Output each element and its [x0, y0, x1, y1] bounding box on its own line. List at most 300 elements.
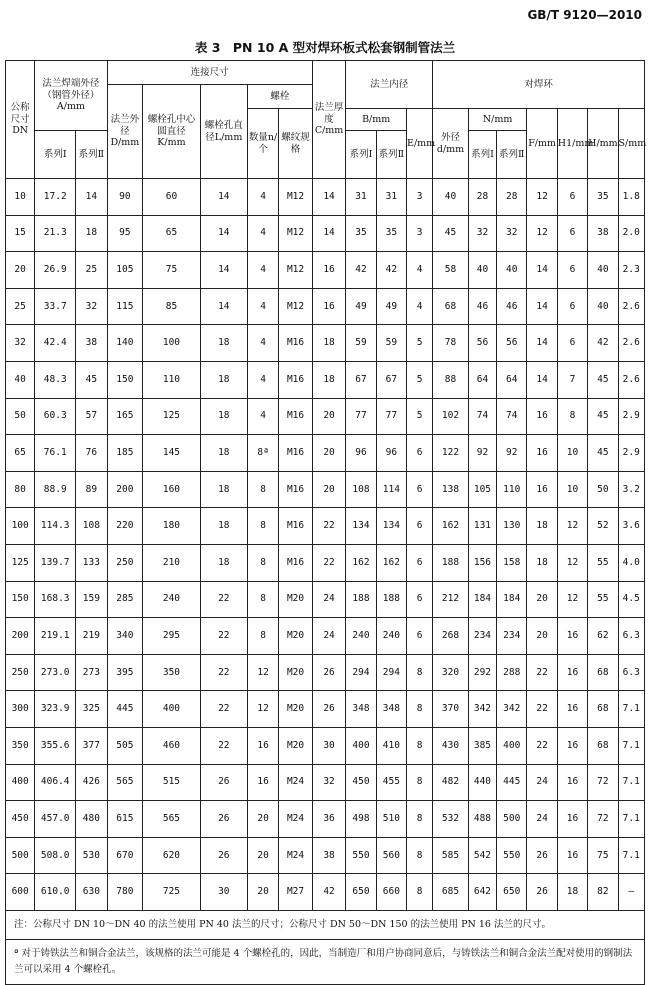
table-cell: 72 — [588, 801, 618, 838]
table-cell: 14 — [312, 179, 346, 216]
table-cell: 162 — [376, 544, 406, 581]
table-cell: 355.6 — [35, 727, 76, 764]
table-cell: 14 — [527, 325, 557, 362]
table-row — [6, 325, 645, 362]
table-cell: 530 — [76, 837, 107, 874]
table-cell: 77 — [346, 398, 376, 435]
table-cell: 210 — [143, 544, 201, 581]
table-cell: 26 — [200, 801, 247, 838]
table-row — [6, 288, 645, 325]
table-cell: 138 — [433, 471, 469, 508]
table-cell: 445 — [107, 691, 143, 728]
table-cell: 16 — [527, 471, 557, 508]
table-cell: 18 — [527, 544, 557, 581]
table-cell: 12 — [557, 544, 587, 581]
table-cell: 2.6 — [618, 361, 644, 398]
table-cell: 20 — [247, 874, 278, 911]
table-cell: 22 — [200, 654, 247, 691]
table-cell: 38 — [312, 837, 346, 874]
table-cell: 42 — [312, 874, 346, 911]
table-cell: 25 — [76, 252, 107, 289]
table-cell: 68 — [588, 654, 618, 691]
table-cell: M24 — [279, 801, 313, 838]
header-bolt-thread: 螺纹规格 — [279, 109, 313, 179]
table-cell: 65 — [143, 215, 201, 252]
table-cell: 56 — [468, 325, 496, 362]
table-cell: 32 — [497, 215, 527, 252]
table-cell: 45 — [588, 435, 618, 472]
table-cell: 40 — [497, 252, 527, 289]
table-cell: 40 — [6, 361, 35, 398]
table-cell: 200 — [6, 618, 35, 655]
table-cell: 6 — [557, 179, 587, 216]
table-cell: 16 — [557, 654, 587, 691]
table-cell: 58 — [433, 252, 469, 289]
table-cell: 550 — [497, 837, 527, 874]
table-cell: 7.1 — [618, 764, 644, 801]
table-cell: 340 — [107, 618, 143, 655]
table-cell: 5 — [407, 325, 433, 362]
table-cell: 125 — [143, 398, 201, 435]
table-cell: 115 — [107, 288, 143, 325]
table-cell: 75 — [143, 252, 201, 289]
table-cell: 565 — [107, 764, 143, 801]
table-cell: 158 — [497, 544, 527, 581]
table-cell: M27 — [279, 874, 313, 911]
table-cell: 22 — [312, 508, 346, 545]
table-cell: 400 — [143, 691, 201, 728]
table-cell: 42 — [346, 252, 376, 289]
table-cell: 6 — [557, 325, 587, 362]
table-cell: 18 — [76, 215, 107, 252]
table-cell: 26 — [200, 764, 247, 801]
table-cell: 100 — [6, 508, 35, 545]
table-cell: 168.3 — [35, 581, 76, 618]
table-cell: 685 — [433, 874, 469, 911]
table-cell: 59 — [376, 325, 406, 362]
table-cell: 26.9 — [35, 252, 76, 289]
table-cell: 234 — [497, 618, 527, 655]
table-row — [6, 581, 645, 618]
table-cell: 22 — [200, 691, 247, 728]
table-cell: 85 — [143, 288, 201, 325]
table-cell: 500 — [497, 801, 527, 838]
header-connection: 连接尺寸 — [107, 61, 312, 85]
table-cell: 3 — [407, 179, 433, 216]
table-row — [6, 179, 645, 216]
table-cell: 8 — [407, 837, 433, 874]
table-cell: 18 — [200, 471, 247, 508]
table-cell: 150 — [107, 361, 143, 398]
table-cell: 125 — [6, 544, 35, 581]
table-cell: 18 — [200, 398, 247, 435]
table-cell: 150 — [6, 581, 35, 618]
table-cell: 22 — [200, 727, 247, 764]
table-cell: 160 — [143, 471, 201, 508]
table-footnote: ª 对于铸铁法兰和铜合金法兰，该规格的法兰可能是 4 个螺栓孔的，因此，当制造厂和用户协商同意后，与铸铁法兰和铜合金法兰配对使用的钢制法兰可以采用 4 个螺栓孔。 — [6, 940, 645, 985]
table-cell: M16 — [279, 398, 313, 435]
table-cell: 14 — [200, 252, 247, 289]
table-cell: 60.3 — [35, 398, 76, 435]
table-cell: 4 — [247, 215, 278, 252]
table-cell: 162 — [346, 544, 376, 581]
table-cell: 165 — [107, 398, 143, 435]
table-cell: 268 — [433, 618, 469, 655]
table-row — [6, 544, 645, 581]
table-cell: 35 — [376, 215, 406, 252]
table-cell: 488 — [468, 801, 496, 838]
table-cell: 38 — [588, 215, 618, 252]
table-cell: 18 — [527, 508, 557, 545]
table-cell: 62 — [588, 618, 618, 655]
table-cell: 74 — [497, 398, 527, 435]
table-cell: 64 — [497, 361, 527, 398]
table-cell: 30 — [200, 874, 247, 911]
table-cell: 18 — [200, 544, 247, 581]
table-cell: 294 — [376, 654, 406, 691]
header-f: F/mm — [527, 109, 557, 179]
table-cell: 14 — [527, 252, 557, 289]
table-cell: 8 — [407, 727, 433, 764]
table-cell: 114.3 — [35, 508, 76, 545]
table-cell: 7.1 — [618, 691, 644, 728]
table-cell: 65 — [6, 435, 35, 472]
table-row — [6, 837, 645, 874]
header-bolt-hole: 螺栓孔直径L/mm — [200, 85, 247, 179]
table-cell: 35 — [588, 179, 618, 216]
table-cell: 6 — [557, 215, 587, 252]
table-cell: 8 — [407, 764, 433, 801]
table-cell: 72 — [588, 764, 618, 801]
table-cell: 515 — [143, 764, 201, 801]
table-cell: M20 — [279, 618, 313, 655]
table-cell: 7.1 — [618, 801, 644, 838]
table-cell: 24 — [527, 764, 557, 801]
table-row — [6, 618, 645, 655]
table-cell: 8 — [557, 398, 587, 435]
table-caption: 表 3 PN 10 A 型对焊环板式松套钢制管法兰 — [194, 40, 456, 55]
table-cell: 92 — [497, 435, 527, 472]
table-note: 注：公称尺寸 DN 10～DN 40 的法兰使用 PN 40 法兰的尺寸；公称尺寸 DN 50～DN 150 的法兰使用 PN 16 法兰的尺寸。 — [6, 910, 645, 939]
table-cell: 96 — [346, 435, 376, 472]
table-row — [6, 691, 645, 728]
table-cell: 650 — [346, 874, 376, 911]
table-cell: 440 — [468, 764, 496, 801]
table-cell: 24 — [312, 618, 346, 655]
table-cell: 16 — [557, 801, 587, 838]
table-cell: 6 — [407, 508, 433, 545]
table-cell: 18 — [312, 325, 346, 362]
table-cell: 780 — [107, 874, 143, 911]
table-cell: 2.6 — [618, 325, 644, 362]
table-cell: 184 — [497, 581, 527, 618]
table-cell: 88 — [433, 361, 469, 398]
table-cell: 180 — [143, 508, 201, 545]
table-cell: 35 — [346, 215, 376, 252]
table-cell: M20 — [279, 691, 313, 728]
header-h1: H1/mm — [557, 109, 587, 179]
header-n-series1: 系列Ⅰ — [468, 131, 496, 179]
table-cell: 77 — [376, 398, 406, 435]
table-cell: 12 — [247, 691, 278, 728]
table-cell: 250 — [6, 654, 35, 691]
table-cell: 74 — [468, 398, 496, 435]
table-cell: 410 — [376, 727, 406, 764]
table-cell: 188 — [376, 581, 406, 618]
table-cell: 325 — [76, 691, 107, 728]
table-cell: 7 — [557, 361, 587, 398]
table-cell: 20 — [6, 252, 35, 289]
table-cell: 18 — [200, 361, 247, 398]
table-cell: 50 — [6, 398, 35, 435]
table-cell: 22 — [312, 544, 346, 581]
header-b-series2: 系列Ⅱ — [376, 131, 406, 179]
table-cell: 400 — [6, 764, 35, 801]
table-cell: 24 — [527, 801, 557, 838]
table-cell: 350 — [6, 727, 35, 764]
table-cell: 110 — [143, 361, 201, 398]
table-cell: 725 — [143, 874, 201, 911]
table-cell: 240 — [143, 581, 201, 618]
table-cell: 6 — [407, 581, 433, 618]
table-cell: 76.1 — [35, 435, 76, 472]
table-cell: 550 — [346, 837, 376, 874]
table-row — [6, 874, 645, 911]
table-cell: 6 — [407, 544, 433, 581]
table-cell: 426 — [76, 764, 107, 801]
table-cell: 3.6 — [618, 508, 644, 545]
table-cell: 89 — [76, 471, 107, 508]
table-cell: 2.3 — [618, 252, 644, 289]
table-row — [6, 215, 645, 252]
table-cell: 12 — [527, 179, 557, 216]
table-cell: 240 — [346, 618, 376, 655]
table-cell: 273 — [76, 654, 107, 691]
table-cell: 350 — [143, 654, 201, 691]
table-row — [6, 764, 645, 801]
table-cell: 108 — [76, 508, 107, 545]
table-cell: M16 — [279, 544, 313, 581]
table-cell: 370 — [433, 691, 469, 728]
table-cell: 88.9 — [35, 471, 76, 508]
table-cell: 32 — [6, 325, 35, 362]
table-cell: 8 — [407, 691, 433, 728]
table-cell: 52 — [588, 508, 618, 545]
table-cell: 68 — [588, 691, 618, 728]
table-cell: 4.0 — [618, 544, 644, 581]
table-cell: 80 — [6, 471, 35, 508]
table-cell: 510 — [376, 801, 406, 838]
table-cell: 498 — [346, 801, 376, 838]
table-cell: 342 — [497, 691, 527, 728]
table-cell: 185 — [107, 435, 143, 472]
table-cell: 114 — [376, 471, 406, 508]
table-cell: 6 — [407, 618, 433, 655]
table-cell: 159 — [76, 581, 107, 618]
table-cell: 32 — [312, 764, 346, 801]
table-cell: 26 — [312, 654, 346, 691]
table-cell: M24 — [279, 837, 313, 874]
table-cell: 32 — [76, 288, 107, 325]
table-cell: 133 — [76, 544, 107, 581]
table-cell: 26 — [527, 874, 557, 911]
table-cell: 14 — [200, 215, 247, 252]
table-cell: 273.0 — [35, 654, 76, 691]
table-row — [6, 727, 645, 764]
table-cell: 4 — [247, 398, 278, 435]
table-cell: 395 — [107, 654, 143, 691]
table-row — [6, 398, 645, 435]
table-cell: 14 — [527, 361, 557, 398]
table-cell: 49 — [346, 288, 376, 325]
table-cell: 300 — [6, 691, 35, 728]
header-weld-ring: 对焊环 — [433, 61, 645, 109]
table-cell: 40 — [433, 179, 469, 216]
table-cell: 455 — [376, 764, 406, 801]
table-cell: 68 — [588, 727, 618, 764]
table-cell: 445 — [497, 764, 527, 801]
header-a-series2: 系列Ⅱ — [76, 131, 107, 179]
table-cell: 90 — [107, 179, 143, 216]
table-cell: 55 — [588, 544, 618, 581]
table-cell: 1.8 — [618, 179, 644, 216]
table-row — [6, 801, 645, 838]
table-cell: 250 — [107, 544, 143, 581]
table-cell: M16 — [279, 361, 313, 398]
table-cell: 219.1 — [35, 618, 76, 655]
table-cell: 642 — [468, 874, 496, 911]
table-cell: 28 — [497, 179, 527, 216]
table-cell: 30 — [312, 727, 346, 764]
table-cell: 31 — [346, 179, 376, 216]
table-cell: 18 — [312, 361, 346, 398]
table-cell: 31 — [376, 179, 406, 216]
table-cell: 122 — [433, 435, 469, 472]
table-cell: 400 — [346, 727, 376, 764]
table-cell: 92 — [468, 435, 496, 472]
table-cell: 620 — [143, 837, 201, 874]
table-cell: 450 — [346, 764, 376, 801]
table-cell: 110 — [497, 471, 527, 508]
table-cell: 5 — [407, 361, 433, 398]
table-cell: 7.1 — [618, 837, 644, 874]
table-row — [6, 654, 645, 691]
table-cell: 67 — [346, 361, 376, 398]
table-cell: 385 — [468, 727, 496, 764]
table-cell: 4 — [247, 361, 278, 398]
table-cell: 288 — [497, 654, 527, 691]
table-cell: 42 — [588, 325, 618, 362]
table-row — [6, 471, 645, 508]
table-cell: 6 — [557, 252, 587, 289]
table-cell: 184 — [468, 581, 496, 618]
table-cell: 50 — [588, 471, 618, 508]
table-cell: 22 — [200, 581, 247, 618]
table-cell: 615 — [107, 801, 143, 838]
table-cell: 16 — [557, 618, 587, 655]
table-cell: 565 — [143, 801, 201, 838]
table-cell: 20 — [247, 801, 278, 838]
header-bolt: 螺栓 — [247, 85, 312, 109]
table-cell: 4 — [247, 288, 278, 325]
table-cell: 4 — [407, 252, 433, 289]
header-e: E/mm — [407, 109, 433, 179]
table-cell: 40 — [468, 252, 496, 289]
table-cell: M24 — [279, 764, 313, 801]
table-cell: 105 — [468, 471, 496, 508]
table-cell: 20 — [312, 398, 346, 435]
table-cell: 4 — [247, 179, 278, 216]
table-cell: 585 — [433, 837, 469, 874]
table-cell: 220 — [107, 508, 143, 545]
table-cell: 542 — [468, 837, 496, 874]
table-cell: 320 — [433, 654, 469, 691]
table-cell: M16 — [279, 508, 313, 545]
header-s: S/mm — [618, 109, 644, 179]
table-cell: 42.4 — [35, 325, 76, 362]
table-cell: 26 — [312, 691, 346, 728]
table-row — [6, 361, 645, 398]
table-cell: 16 — [247, 764, 278, 801]
header-b-series1: 系列Ⅰ — [346, 131, 376, 179]
table-cell: 33.7 — [35, 288, 76, 325]
table-cell: M12 — [279, 252, 313, 289]
table-cell: 145 — [143, 435, 201, 472]
table-cell: 2.9 — [618, 435, 644, 472]
table-cell: 55 — [588, 581, 618, 618]
table-cell: 4 — [247, 252, 278, 289]
table-cell: 45 — [433, 215, 469, 252]
table-cell: 38 — [76, 325, 107, 362]
table-cell: 12 — [557, 508, 587, 545]
table-cell: 14 — [200, 288, 247, 325]
table-cell: 140 — [107, 325, 143, 362]
table-cell: 14 — [76, 179, 107, 216]
table-cell: 480 — [76, 801, 107, 838]
table-cell: 18 — [200, 435, 247, 472]
table-cell: 188 — [346, 581, 376, 618]
table-cell: 59 — [346, 325, 376, 362]
table-cell: 16 — [557, 691, 587, 728]
header-bolt-qty: 数量n/个 — [247, 109, 278, 179]
table-cell: 10 — [557, 435, 587, 472]
table-cell: 430 — [433, 727, 469, 764]
table-cell: 234 — [468, 618, 496, 655]
table-cell: 131 — [468, 508, 496, 545]
table-cell: 457.0 — [35, 801, 76, 838]
table-cell: 18 — [200, 508, 247, 545]
table-cell: 45 — [76, 361, 107, 398]
table-cell: 8 — [247, 581, 278, 618]
header-n-series2: 系列Ⅱ — [497, 131, 527, 179]
table-cell: M20 — [279, 727, 313, 764]
table-cell: 406.4 — [35, 764, 76, 801]
table-row — [6, 508, 645, 545]
table-cell: M20 — [279, 654, 313, 691]
table-cell: 6.3 — [618, 654, 644, 691]
table-cell: 75 — [588, 837, 618, 874]
table-cell: 4 — [407, 288, 433, 325]
table-cell: — — [618, 874, 644, 911]
table-cell: 16 — [557, 764, 587, 801]
table-cell: M12 — [279, 288, 313, 325]
table-cell: 64 — [468, 361, 496, 398]
table-cell: 285 — [107, 581, 143, 618]
table-cell: 8 — [247, 508, 278, 545]
table-cell: 22 — [527, 654, 557, 691]
table-cell: 42 — [376, 252, 406, 289]
table-cell: 8 — [407, 801, 433, 838]
